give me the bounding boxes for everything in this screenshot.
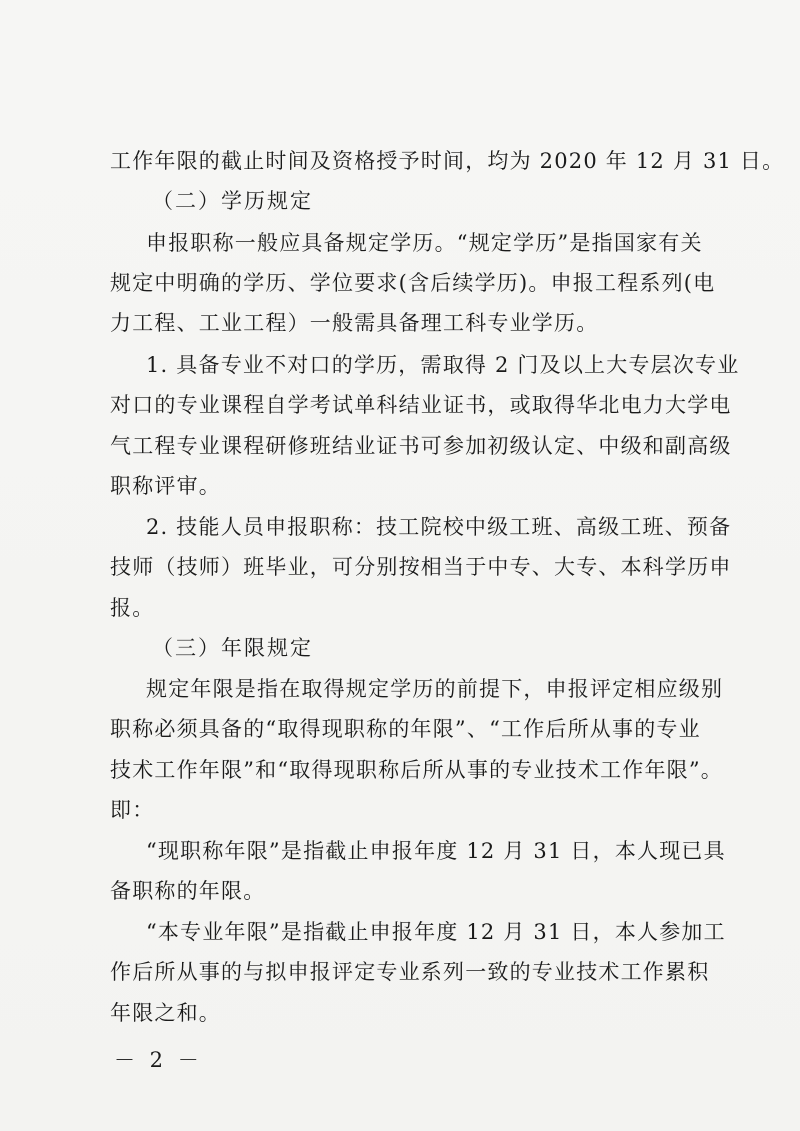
paragraph-line: 职称评审。 bbox=[110, 474, 221, 498]
paragraph-line: 1. 具备专业不对口的学历，需取得 2 门及以上大专层次专业 bbox=[146, 353, 740, 377]
paragraph-line: 作后所从事的与拟申报评定专业系列一致的专业技术工作累积 bbox=[110, 960, 710, 984]
paragraph-line: 力工程、工业工程）一般需具备理工科专业学历。 bbox=[110, 311, 599, 335]
paragraph-line: “现职称年限”是指截止申报年度 12 月 31 日，本人现已具 bbox=[146, 839, 726, 863]
section-heading-education: （二）学历规定 bbox=[152, 189, 313, 213]
paragraph-line: 气工程专业课程研修班结业证书可参加初级认定、中级和副高级 bbox=[110, 434, 732, 458]
paragraph-line: 申报职称一般应具备规定学历。“规定学历”是指国家有关 bbox=[146, 231, 703, 255]
paragraph-line: 报。 bbox=[110, 596, 155, 620]
paragraph-line: 备职称的年限。 bbox=[110, 879, 266, 903]
paragraph-line: “本专业年限”是指截止申报年度 12 月 31 日，本人参加工 bbox=[146, 920, 726, 944]
paragraph-line: 技师（技师）班毕业，可分别按相当于中专、大专、本科学历申 bbox=[110, 555, 732, 579]
page-number: － 2 － bbox=[114, 1048, 203, 1072]
section-heading-years: （三）年限规定 bbox=[152, 636, 313, 660]
paragraph-line: 技术工作年限”和“取得现职称后所从事的专业技术工作年限”。 bbox=[110, 758, 724, 782]
paragraph-line: 2. 技能人员申报职称：技工院校中级工班、高级工班、预备 bbox=[146, 515, 732, 539]
paragraph-line: 工作年限的截止时间及资格授予时间，均为 2020 年 12 月 31 日。 bbox=[110, 149, 785, 173]
paragraph-line: 年限之和。 bbox=[110, 1001, 221, 1025]
paragraph-line: 职称必须具备的“取得现职称的年限”、“工作后所从事的专业 bbox=[110, 717, 701, 741]
paragraph-line: 规定年限是指在取得规定学历的前提下，申报评定相应级别 bbox=[146, 677, 724, 701]
paragraph-line: 规定中明确的学历、学位要求(含后续学历)。申报工程系列(电 bbox=[110, 271, 716, 295]
paragraph-line: 即： bbox=[110, 798, 155, 822]
paragraph-line: 对口的专业课程自学考试单科结业证书，或取得华北电力大学电 bbox=[110, 393, 732, 417]
